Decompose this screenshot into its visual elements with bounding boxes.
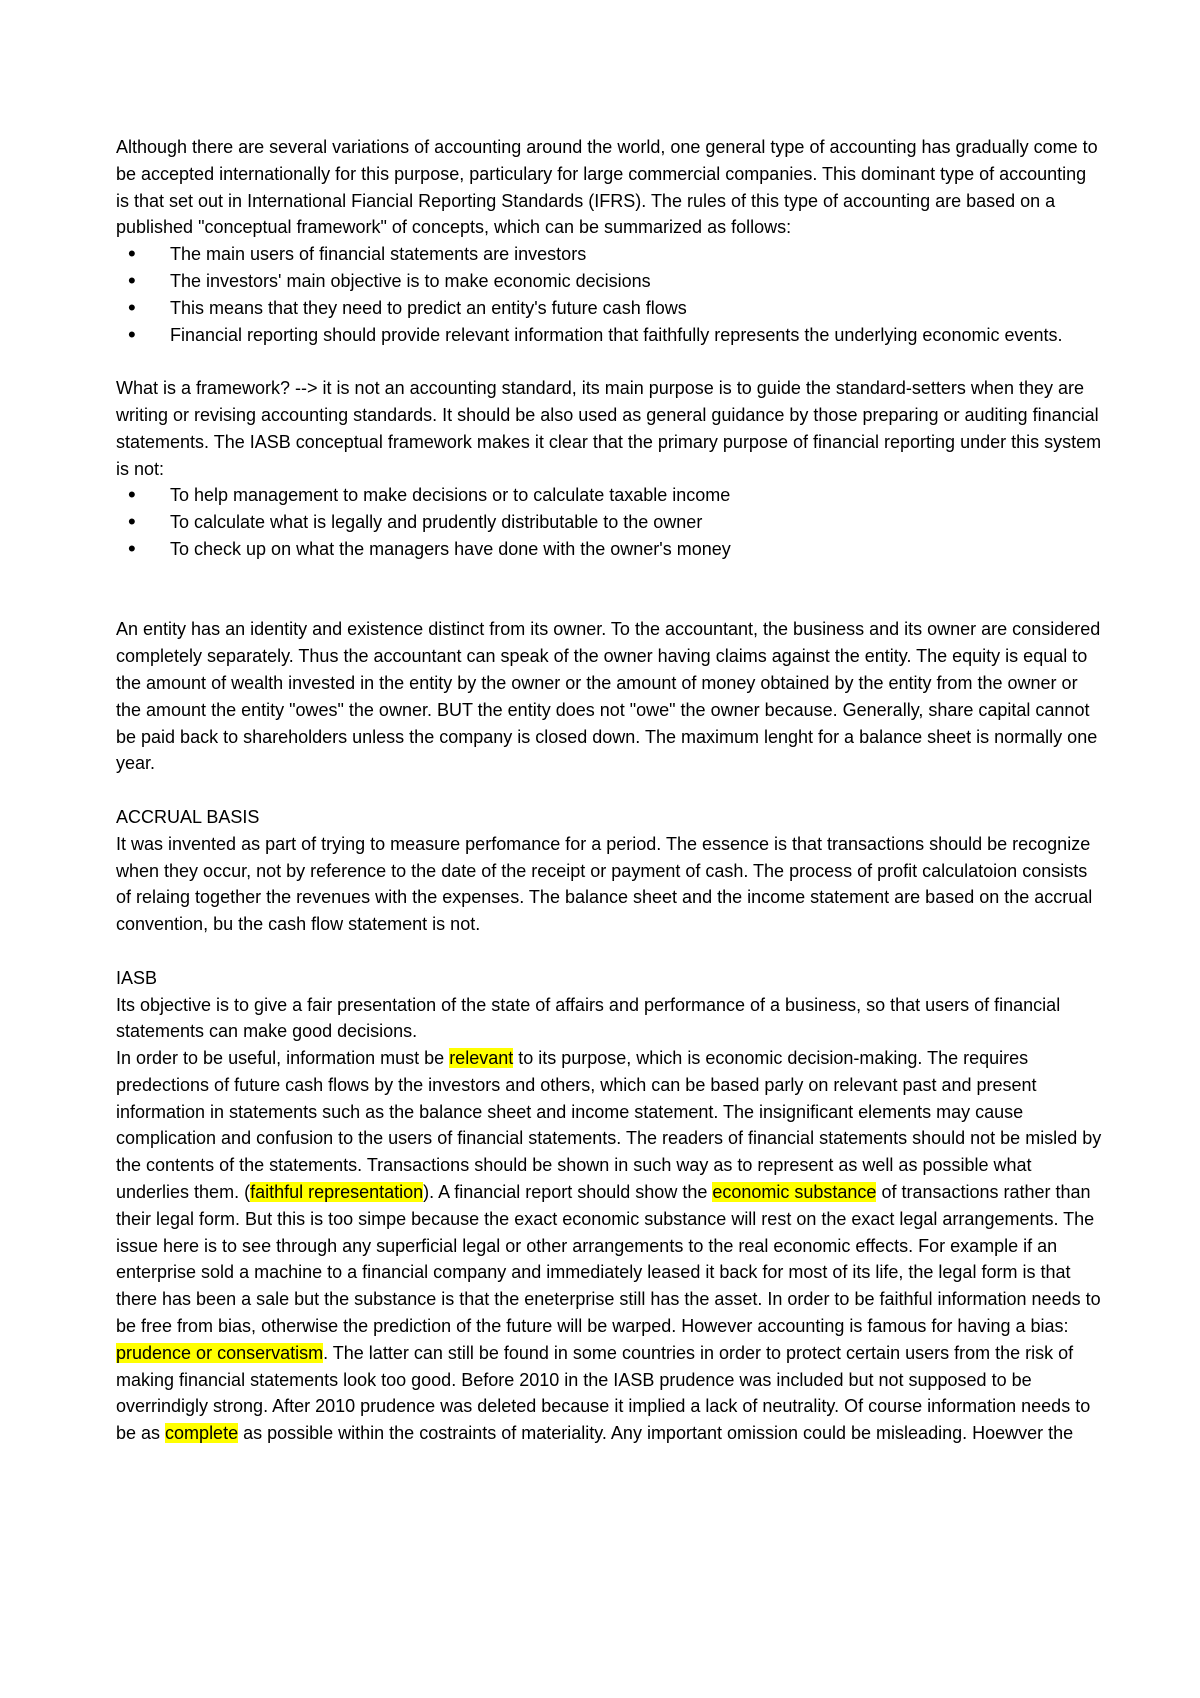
iasb-qualities-paragraph <box>116 1045 1102 1447</box>
highlight-prudence: prudence or conservatism <box>116 1342 324 1363</box>
intro-paragraph: Although there are several variations of accounting around the world, one general type of accounting has gradually come to be accepted internationally for this purpose, particulary for large commercial companies. This dominant type of accounting is that set out in International Fiancial Reporting Standards (IFRS). The rules of this type of accounting are based on a published "conceptual framework" of concepts, which can be summarized as follows: <box>116 137 1098 238</box>
accrual-paragraph: It was invented as part of trying to measure perfomance for a period. The essence is that transactions should be recognize when they occur, not by reference to the date of the receipt or payment of cash. The process of profit calculatoion consists of relaing together the revenues with the expenses. The balance sheet and the income statement are based on the accrual convention, bu the cash flow statement is not. <box>116 833 1093 935</box>
text-segment: ). A financial report should show the <box>423 1182 713 1203</box>
intro-bullet-list <box>116 241 1102 348</box>
list-item: • To check up on what the managers have done with the owner's money <box>116 536 1102 563</box>
text-segment: In order to be useful, information must be <box>116 1048 450 1069</box>
highlight-economic-substance: economic substance <box>712 1182 877 1203</box>
spacer <box>116 348 1102 375</box>
iasb-objective-paragraph: Its objective is to give a fair presentation of the state of affairs and performance of a business, so that users of financial statements can make good decisions. <box>116 994 1061 1042</box>
highlight-complete: complete <box>165 1423 239 1444</box>
text-segment: as possible within the costraints of materiality. Any important omission could be misleading. Hoewver the <box>238 1423 1074 1444</box>
spacer <box>116 777 1102 804</box>
text-segment: of transactions rather than their legal form. But this is too simpe because the exact economic substance will rest on the exact legal arrangements. The issue here is to see through any superficial legal or other arrangements to the real economic effects. For example if an enterprise sold a machine to a financial company and immediately leased it back for most of its life, the legal form is that there has been a sale but the substance is that the eneterprise still has the asset. In order to be faithful information needs to be free from bias, otherwise the prediction of the future will be warped. However accounting is famous for having a bias: <box>116 1182 1101 1337</box>
list-item: • Financial reporting should provide relevant information that faithfully represents the underlying economic events. <box>116 322 1102 349</box>
entity-paragraph: An entity has an identity and existence distinct from its owner. To the accountant, the business and its owner are considered completely separately. Thus the accountant can speak of the owner having claims against the entity. The equity is equal to the amount of wealth invested in the entity by the owner or the amount of money obtained by the entity from the owner or the amount the entity "owes" the owner. BUT the entity does not "owe" the owner because. Generally, share capital cannot be paid back to shareholders unless the company is closed down. The maximum lenght for a balance sheet is normally one year. <box>116 619 1101 774</box>
document-page <box>116 134 1102 1447</box>
list-item: • To calculate what is legally and prudently distributable to the owner <box>116 509 1102 536</box>
list-item: • To help management to make decisions or to calculate taxable income <box>116 482 1102 509</box>
framework-paragraph: What is a framework? --> it is not an accounting standard, its main purpose is to guide the standard-setters when they are writing or revising accounting standards. It should be also used as general guidance by those preparing or auditing financial statements. The IASB conceptual framework makes it clear that the primary purpose of financial reporting under this system is not: <box>116 378 1102 479</box>
text-segment: . The latter can still be found in some countries in order to protect certain users from the risk of making financial statements look too good. Before 2010 in the IASB prudence was included but not supposed to be overrindigly strong. After 2010 prudence was deleted because it implied a lack of neutrality. Of course information needs to be as <box>116 1342 1091 1444</box>
framework-bullet-list <box>116 482 1102 562</box>
list-item: • The investors' main objective is to make economic decisions <box>116 268 1102 295</box>
spacer <box>116 563 1102 617</box>
highlight-relevant: relevant <box>449 1048 514 1069</box>
list-item: • This means that they need to predict an entity's future cash flows <box>116 295 1102 322</box>
spacer <box>116 938 1102 965</box>
iasb-heading: IASB <box>116 967 158 988</box>
list-item: • The main users of financial statements are investors <box>116 241 1102 268</box>
text-segment: to its purpose, which is economic decision-making. The requires predections of future cash flows by the investors and others, which can be based parly on relevant past and present information in statements such as the balance sheet and income statement. The insignificant elements may cause complication and confusion to the users of financial statements. The readers of financial statements should not be misled by the contents of the statements. Transactions should be shown in such way as to represent as well as possible what underlies them. ( <box>116 1048 1102 1203</box>
highlight-faithful-representation: faithful representation <box>250 1182 424 1203</box>
accrual-heading: ACCRUAL BASIS <box>116 806 260 827</box>
